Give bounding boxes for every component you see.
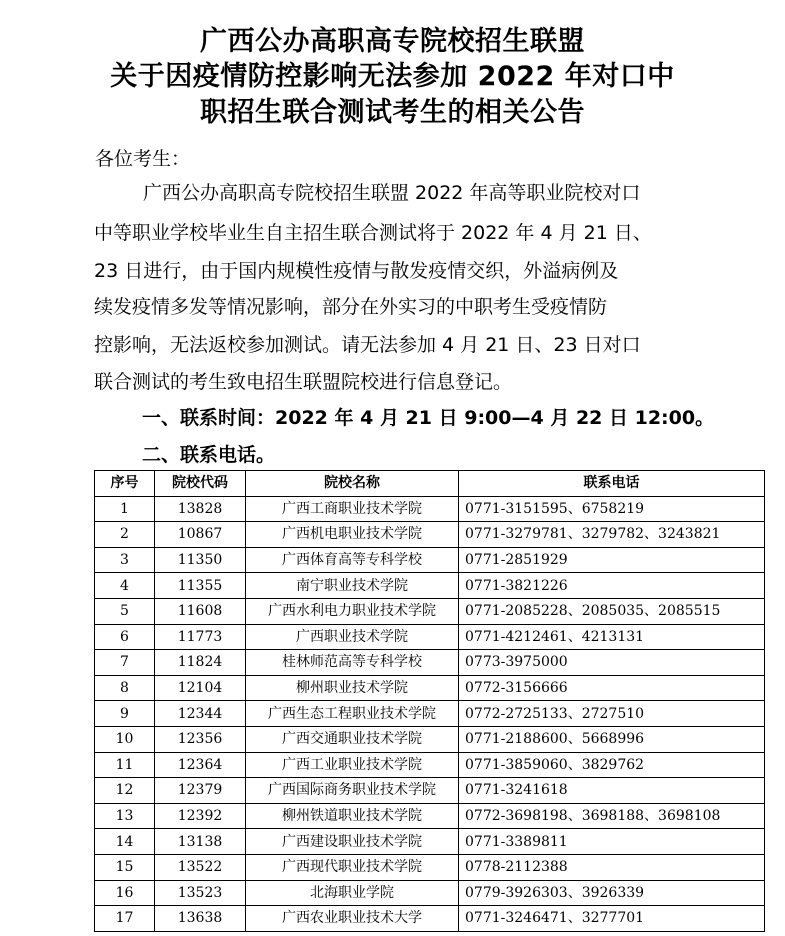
row-code: 12392 bbox=[155, 803, 246, 829]
table-row bbox=[95, 854, 765, 880]
row-phone: 0771-4212461、4213131 bbox=[459, 624, 765, 650]
row-index: 16 bbox=[95, 880, 155, 906]
row-index: 6 bbox=[95, 624, 155, 650]
row-index: 8 bbox=[95, 675, 155, 701]
title-line-2: 关于因疫情防控影响无法参加 2022 年对口中 bbox=[110, 61, 675, 92]
row-phone: 0771-3151595、6758219 bbox=[459, 496, 765, 522]
row-index: 9 bbox=[95, 701, 155, 727]
row-school: 广西国际商务职业技术学院 bbox=[246, 778, 459, 804]
row-code: 13638 bbox=[155, 906, 246, 932]
row-school: 广西建设职业技术学院 bbox=[246, 829, 459, 855]
body-line-6: 联合测试的考生致电招生联盟院校进行信息登记。 bbox=[94, 371, 513, 393]
row-phone: 0771-2188600、5668996 bbox=[459, 726, 765, 752]
header-school: 院校名称 bbox=[246, 471, 459, 497]
table-row bbox=[95, 547, 765, 573]
row-code: 11350 bbox=[155, 547, 246, 573]
row-index: 5 bbox=[95, 598, 155, 624]
row-index: 4 bbox=[95, 573, 155, 599]
row-code: 12356 bbox=[155, 726, 246, 752]
row-phone: 0772-3156666 bbox=[459, 675, 765, 701]
table-row bbox=[95, 624, 765, 650]
row-index: 14 bbox=[95, 829, 155, 855]
table-row bbox=[95, 803, 765, 829]
row-code: 10867 bbox=[155, 522, 246, 548]
row-school: 广西体育高等专科学校 bbox=[246, 547, 459, 573]
table-row bbox=[95, 522, 765, 548]
row-school: 北海职业学院 bbox=[246, 880, 459, 906]
row-school: 广西交通职业技术学院 bbox=[246, 726, 459, 752]
row-code: 12364 bbox=[155, 752, 246, 778]
salutation: 各位考生： bbox=[95, 148, 191, 170]
row-phone: 0772-2725133、2727510 bbox=[459, 701, 765, 727]
body-line-5: 控影响，无法返校参加测试。请无法参加 4 月 21 日、23 日对口 bbox=[94, 334, 641, 356]
row-code: 11608 bbox=[155, 598, 246, 624]
row-school: 广西生态工程职业技术学院 bbox=[246, 701, 459, 727]
row-index: 10 bbox=[95, 726, 155, 752]
header-phone: 联系电话 bbox=[459, 471, 765, 497]
row-school: 广西职业技术学院 bbox=[246, 624, 459, 650]
row-phone: 0772-3698198、3698188、3698108 bbox=[459, 803, 765, 829]
row-school: 广西工业职业技术学院 bbox=[246, 752, 459, 778]
row-index: 17 bbox=[95, 906, 155, 932]
table-row bbox=[95, 778, 765, 804]
row-index: 13 bbox=[95, 803, 155, 829]
row-index: 15 bbox=[95, 854, 155, 880]
table-row bbox=[95, 701, 765, 727]
row-index: 7 bbox=[95, 650, 155, 676]
header-code: 院校代码 bbox=[155, 471, 246, 497]
row-phone: 0779-3926303、3926339 bbox=[459, 880, 765, 906]
row-code: 13523 bbox=[155, 880, 246, 906]
table-row bbox=[95, 752, 765, 778]
section-contact-phone: 二、联系电话。 bbox=[142, 444, 276, 466]
row-index: 11 bbox=[95, 752, 155, 778]
row-school: 广西现代职业技术学院 bbox=[246, 854, 459, 880]
table-row bbox=[95, 598, 765, 624]
row-code: 12379 bbox=[155, 778, 246, 804]
row-phone: 0771-3821226 bbox=[459, 573, 765, 599]
table-row bbox=[95, 675, 765, 701]
title-line-1: 广西公办高职高专院校招生联盟 bbox=[200, 26, 585, 57]
title-line-3: 职招生联合测试考生的相关公告 bbox=[200, 97, 585, 128]
row-phone: 0771-3246471、3277701 bbox=[459, 906, 765, 932]
row-code: 13138 bbox=[155, 829, 246, 855]
body-line-2: 中等职业学校毕业生自主招生联合测试将于 2022 年 4 月 21 日、 bbox=[94, 222, 652, 244]
row-index: 3 bbox=[95, 547, 155, 573]
row-index: 2 bbox=[95, 522, 155, 548]
row-school: 广西工商职业技术学院 bbox=[246, 496, 459, 522]
body-line-3: 23 日进行，由于国内规模性疫情与散发疫情交织，外溢病例及 bbox=[94, 260, 619, 282]
table-body bbox=[95, 496, 765, 931]
row-code: 11824 bbox=[155, 650, 246, 676]
row-school: 广西机电职业技术学院 bbox=[246, 522, 459, 548]
table-row bbox=[95, 573, 765, 599]
table-row bbox=[95, 726, 765, 752]
row-phone: 0778-2112388 bbox=[459, 854, 765, 880]
table-row bbox=[95, 496, 765, 522]
row-phone: 0771-3389811 bbox=[459, 829, 765, 855]
row-school: 广西农业职业技术大学 bbox=[246, 906, 459, 932]
table-row bbox=[95, 829, 765, 855]
table-row bbox=[95, 880, 765, 906]
row-index: 12 bbox=[95, 778, 155, 804]
row-phone: 0771-2085228、2085035、2085515 bbox=[459, 598, 765, 624]
row-code: 13522 bbox=[155, 854, 246, 880]
row-code: 11355 bbox=[155, 573, 246, 599]
row-phone: 0771-3241618 bbox=[459, 778, 765, 804]
row-school: 柳州职业技术学院 bbox=[246, 675, 459, 701]
row-code: 11773 bbox=[155, 624, 246, 650]
header-index: 序号 bbox=[95, 471, 155, 497]
body-line-1: 广西公办高职高专院校招生联盟 2022 年高等职业院校对口 bbox=[143, 182, 641, 204]
table-row bbox=[95, 906, 765, 932]
row-index: 1 bbox=[95, 496, 155, 522]
contact-table bbox=[94, 470, 765, 932]
row-phone: 0771-2851929 bbox=[459, 547, 765, 573]
row-code: 13828 bbox=[155, 496, 246, 522]
row-code: 12344 bbox=[155, 701, 246, 727]
body-line-4: 续发疫情多发等情况影响，部分在外实习的中职考生受疫情防 bbox=[94, 296, 608, 318]
row-school: 桂林师范高等专科学校 bbox=[246, 650, 459, 676]
table-row bbox=[95, 650, 765, 676]
row-code: 12104 bbox=[155, 675, 246, 701]
row-phone: 0773-3975000 bbox=[459, 650, 765, 676]
row-school: 柳州铁道职业技术学院 bbox=[246, 803, 459, 829]
table-header-row bbox=[95, 471, 765, 497]
row-school: 南宁职业技术学院 bbox=[246, 573, 459, 599]
section-contact-time: 一、联系时间：2022 年 4 月 21 日 9:00—4 月 22 日 12:00。 bbox=[142, 407, 715, 429]
row-school: 广西水利电力职业技术学院 bbox=[246, 598, 459, 624]
row-phone: 0771-3279781、3279782、3243821 bbox=[459, 522, 765, 548]
row-phone: 0771-3859060、3829762 bbox=[459, 752, 765, 778]
